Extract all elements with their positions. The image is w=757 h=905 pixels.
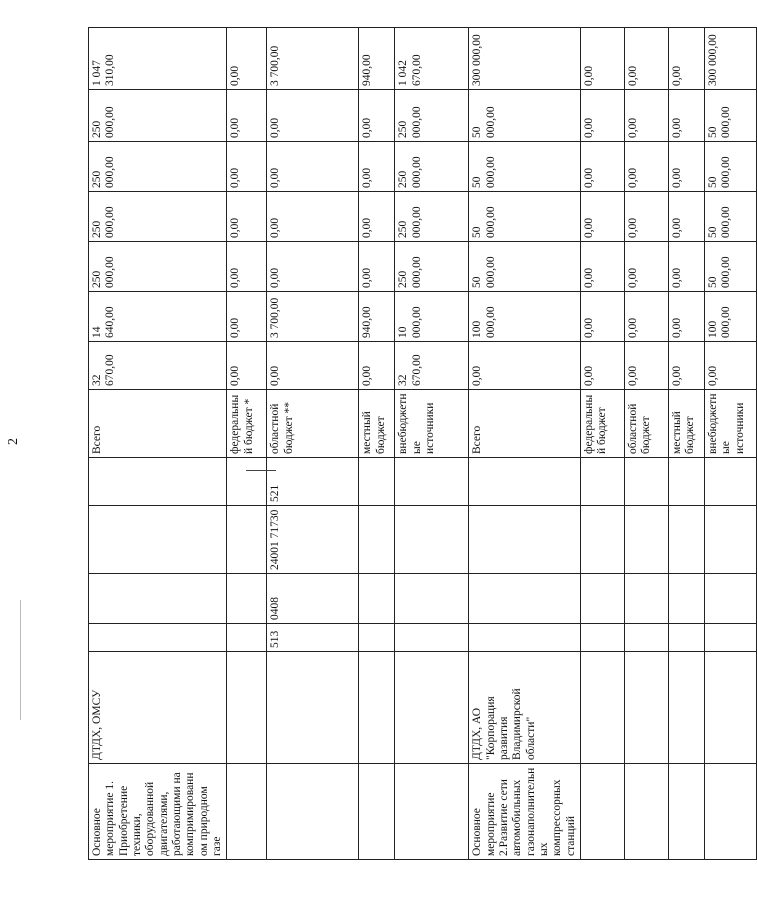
table-cell: 50 000,00 bbox=[469, 192, 581, 242]
table-cell: 3 700,00 bbox=[267, 28, 359, 90]
table-cell: 0,00 bbox=[668, 192, 704, 242]
table-cell: 0,00 bbox=[624, 90, 668, 142]
table-cell bbox=[704, 574, 756, 624]
table-cell: 0,00 bbox=[227, 292, 267, 342]
table-cell: 0,00 bbox=[227, 342, 267, 390]
table-cell: 0,00 bbox=[469, 342, 581, 390]
table-cell bbox=[89, 458, 227, 506]
table-cell: 0,00 bbox=[267, 90, 359, 142]
table-cell: 0,00 bbox=[267, 142, 359, 192]
table-cell: ДТДХ, АО "Корпорация развития Владимирской области" bbox=[469, 652, 581, 764]
table-cell: 0,00 bbox=[668, 242, 704, 292]
underline-mark bbox=[246, 470, 276, 471]
table-cell: 50 000,00 bbox=[704, 90, 756, 142]
table-cell bbox=[395, 764, 469, 860]
table-cell: Всего bbox=[469, 390, 581, 458]
table-cell: 100 000,00 bbox=[469, 292, 581, 342]
table-cell: 0,00 bbox=[267, 192, 359, 242]
table-cell: областной бюджет ** bbox=[267, 390, 359, 458]
table-cell bbox=[359, 458, 395, 506]
table-cell: 250 000,00 bbox=[89, 192, 227, 242]
table-cell bbox=[227, 624, 267, 652]
table-cell: 24001 71730 bbox=[267, 506, 359, 574]
table-cell bbox=[580, 624, 624, 652]
rotated-table-container bbox=[88, 28, 746, 860]
table-cell: 0,00 bbox=[624, 28, 668, 90]
table-cell bbox=[395, 506, 469, 574]
table-cell bbox=[668, 764, 704, 860]
table-cell bbox=[704, 652, 756, 764]
table-cell: 0,00 bbox=[624, 142, 668, 192]
table-row bbox=[89, 28, 227, 860]
table-cell: 3 700,00 bbox=[267, 292, 359, 342]
table-cell: 32 670,00 bbox=[395, 342, 469, 390]
table-cell: 250 000,00 bbox=[395, 90, 469, 142]
table-cell: 32 670,00 bbox=[89, 342, 227, 390]
table-cell bbox=[359, 506, 395, 574]
table-cell bbox=[580, 574, 624, 624]
table-cell: 0,00 bbox=[227, 192, 267, 242]
table-cell: 940,00 bbox=[359, 28, 395, 90]
table-cell bbox=[624, 574, 668, 624]
table-cell bbox=[359, 652, 395, 764]
table-cell: 50 000,00 bbox=[704, 142, 756, 192]
table-cell: 10 000,00 bbox=[395, 292, 469, 342]
table-cell bbox=[359, 574, 395, 624]
table-cell: Основное мероприятие 1. Приобретение техники, оборудованной двигателями, работающими на компримированном природном газе bbox=[89, 764, 227, 860]
table-cell: 0,00 bbox=[668, 90, 704, 142]
table-cell: 0,00 bbox=[580, 28, 624, 90]
table-cell bbox=[704, 506, 756, 574]
table-cell: 0,00 bbox=[359, 242, 395, 292]
table-cell bbox=[395, 574, 469, 624]
table-cell bbox=[89, 624, 227, 652]
table-cell: 1 047 310,00 bbox=[89, 28, 227, 90]
table-cell: 0,00 bbox=[624, 292, 668, 342]
table-cell bbox=[668, 652, 704, 764]
table-row bbox=[580, 28, 624, 860]
table-cell: 1 042 670,00 bbox=[395, 28, 469, 90]
table-cell bbox=[359, 624, 395, 652]
table-cell: 0,00 bbox=[227, 142, 267, 192]
table-cell bbox=[267, 652, 359, 764]
table-cell bbox=[580, 764, 624, 860]
table-cell: 0,00 bbox=[624, 342, 668, 390]
table-cell: 0,00 bbox=[580, 90, 624, 142]
table-cell: 0,00 bbox=[359, 192, 395, 242]
table-cell: 14 640,00 bbox=[89, 292, 227, 342]
table-cell: 300 000,00 bbox=[704, 28, 756, 90]
table-frame bbox=[88, 28, 746, 860]
table-cell: 0,00 bbox=[359, 142, 395, 192]
table-cell: 50 000,00 bbox=[469, 90, 581, 142]
table-cell bbox=[227, 574, 267, 624]
table-cell: 0,00 bbox=[668, 28, 704, 90]
table-cell bbox=[580, 506, 624, 574]
table-cell bbox=[580, 458, 624, 506]
table-cell: 50 000,00 bbox=[704, 192, 756, 242]
table-cell bbox=[469, 624, 581, 652]
table-cell bbox=[624, 506, 668, 574]
table-cell: 0,00 bbox=[668, 342, 704, 390]
table-cell: 250 000,00 bbox=[395, 242, 469, 292]
table-cell bbox=[227, 764, 267, 860]
table-cell: 0,00 bbox=[359, 342, 395, 390]
table-cell: 521 bbox=[267, 458, 359, 506]
table-cell bbox=[227, 652, 267, 764]
table-cell: ДТДХ, ОМСУ bbox=[89, 652, 227, 764]
table-cell: 0408 bbox=[267, 574, 359, 624]
table-cell bbox=[469, 506, 581, 574]
table-cell bbox=[395, 624, 469, 652]
table-cell bbox=[624, 624, 668, 652]
table-cell: 0,00 bbox=[580, 192, 624, 242]
table-cell bbox=[624, 764, 668, 860]
table-cell bbox=[704, 764, 756, 860]
margin-line bbox=[20, 600, 21, 720]
table-cell: 0,00 bbox=[227, 90, 267, 142]
table-cell: 0,00 bbox=[580, 292, 624, 342]
table-cell bbox=[359, 764, 395, 860]
table-cell bbox=[89, 506, 227, 574]
table-row bbox=[704, 28, 756, 860]
table-cell: 100 000,00 bbox=[704, 292, 756, 342]
table-cell bbox=[704, 458, 756, 506]
table-cell: 50 000,00 bbox=[469, 242, 581, 292]
table-row bbox=[624, 28, 668, 860]
table-cell: 50 000,00 bbox=[704, 242, 756, 292]
table-row bbox=[668, 28, 704, 860]
table-cell: 0,00 bbox=[668, 142, 704, 192]
table-cell bbox=[469, 458, 581, 506]
table-row bbox=[469, 28, 581, 860]
table-cell: 0,00 bbox=[227, 28, 267, 90]
table-cell: 513 bbox=[267, 624, 359, 652]
table-cell bbox=[580, 652, 624, 764]
table-cell bbox=[227, 458, 267, 506]
table-cell bbox=[668, 574, 704, 624]
table-cell bbox=[624, 652, 668, 764]
table-cell: 50 000,00 bbox=[469, 142, 581, 192]
table-cell: областной бюджет bbox=[624, 390, 668, 458]
table-cell: 0,00 bbox=[580, 342, 624, 390]
table-cell: федеральный бюджет bbox=[580, 390, 624, 458]
table-cell: внебюджетные источники bbox=[395, 390, 469, 458]
table-cell: внебюджетные источники bbox=[704, 390, 756, 458]
table-row bbox=[267, 28, 359, 860]
table-row bbox=[359, 28, 395, 860]
table-cell bbox=[469, 574, 581, 624]
table-cell: 250 000,00 bbox=[89, 90, 227, 142]
table-cell bbox=[668, 458, 704, 506]
table-cell bbox=[704, 624, 756, 652]
table-cell: 0,00 bbox=[624, 242, 668, 292]
table-cell: 0,00 bbox=[359, 90, 395, 142]
table-cell: Всего bbox=[89, 390, 227, 458]
table-cell bbox=[395, 652, 469, 764]
table-cell: 250 000,00 bbox=[89, 242, 227, 292]
table-cell bbox=[624, 458, 668, 506]
table-cell: местный бюджет bbox=[359, 390, 395, 458]
table-cell: 0,00 bbox=[267, 342, 359, 390]
table-cell: 250 000,00 bbox=[395, 142, 469, 192]
table-cell: федеральный бюджет * bbox=[227, 390, 267, 458]
table-cell: 300 000,00 bbox=[469, 28, 581, 90]
table-cell: 0,00 bbox=[227, 242, 267, 292]
table-cell: 0,00 bbox=[704, 342, 756, 390]
table-cell: 940,00 bbox=[359, 292, 395, 342]
table-cell bbox=[395, 458, 469, 506]
table-cell bbox=[227, 506, 267, 574]
table-cell: 0,00 bbox=[267, 242, 359, 292]
table-body bbox=[89, 28, 757, 860]
table-cell: 250 000,00 bbox=[395, 192, 469, 242]
table-cell: 250 000,00 bbox=[89, 142, 227, 192]
table-cell: 0,00 bbox=[668, 292, 704, 342]
page-number: 2 bbox=[6, 438, 21, 445]
table-cell bbox=[89, 574, 227, 624]
table-cell: местный бюджет bbox=[668, 390, 704, 458]
table-cell: 0,00 bbox=[624, 192, 668, 242]
table-cell: Основное мероприятие 2.Развитие сети автомобильных газонаполнительных компрессорных станций bbox=[469, 764, 581, 860]
table-cell: 0,00 bbox=[580, 142, 624, 192]
table-cell bbox=[668, 624, 704, 652]
table-row bbox=[395, 28, 469, 860]
table-cell: 0,00 bbox=[580, 242, 624, 292]
table-cell bbox=[267, 764, 359, 860]
table-cell bbox=[668, 506, 704, 574]
budget-table bbox=[88, 27, 757, 860]
table-row bbox=[227, 28, 267, 860]
